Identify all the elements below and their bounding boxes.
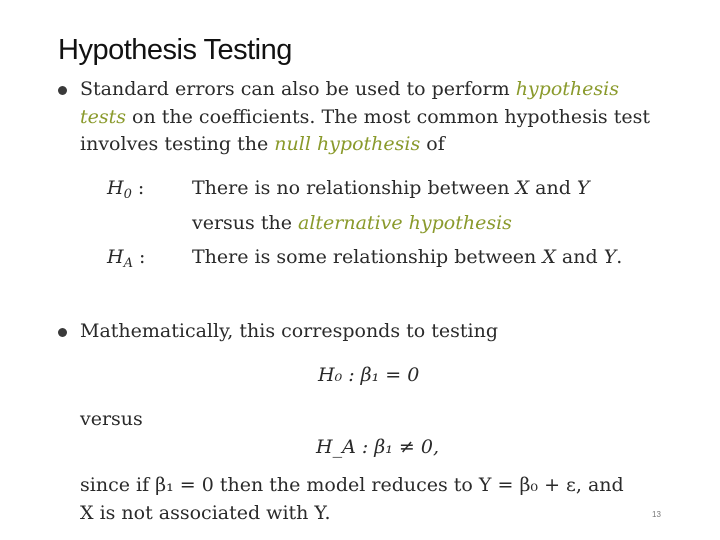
term-alternative-hypothesis: alternative hypothesis	[298, 212, 512, 234]
bullet1-line3	[80, 133, 445, 155]
bullet1-line2	[80, 106, 650, 128]
h0-label: $H_0$ :	[107, 177, 145, 202]
bullet-icon	[58, 86, 67, 95]
bullet-icon	[58, 328, 67, 337]
bullet1-text: on the coefficients. The most common hypothesis test	[126, 106, 650, 128]
equation-null: H₀ : β₁ = 0	[318, 364, 420, 386]
bullet2-intro: Mathematically, this corresponds to testing	[80, 320, 498, 342]
h0-statement: There is no relationship between X and Y	[192, 177, 590, 199]
versus-label: versus	[80, 408, 143, 430]
term-null-hypothesis: null hypothesis	[274, 133, 421, 155]
bullet1-text: involves testing the	[80, 133, 275, 155]
ha-label: $H_A$ :	[107, 246, 146, 271]
ha-statement: There is some relationship between X and Y.	[192, 246, 623, 268]
versus-alternative: versus the alternative hypothesis	[192, 212, 512, 234]
page-number: 13	[652, 510, 661, 519]
bullet1-text: Standard errors can also be used to perform	[80, 78, 516, 100]
since-line: since if β₁ = 0 then the model reduces to Y = β₀ + ε, and	[80, 474, 624, 496]
bullet1-text: of	[420, 133, 445, 155]
term-hypothesis: hypothesis	[515, 78, 619, 100]
last-line: X is not associated with Y.	[80, 502, 331, 524]
equation-alternative: H_A : β₁ ≠ 0,	[316, 436, 439, 458]
bullet1-line1	[80, 78, 619, 100]
term-tests: tests	[80, 106, 127, 128]
slide-title: Hypothesis Testing	[58, 34, 292, 66]
